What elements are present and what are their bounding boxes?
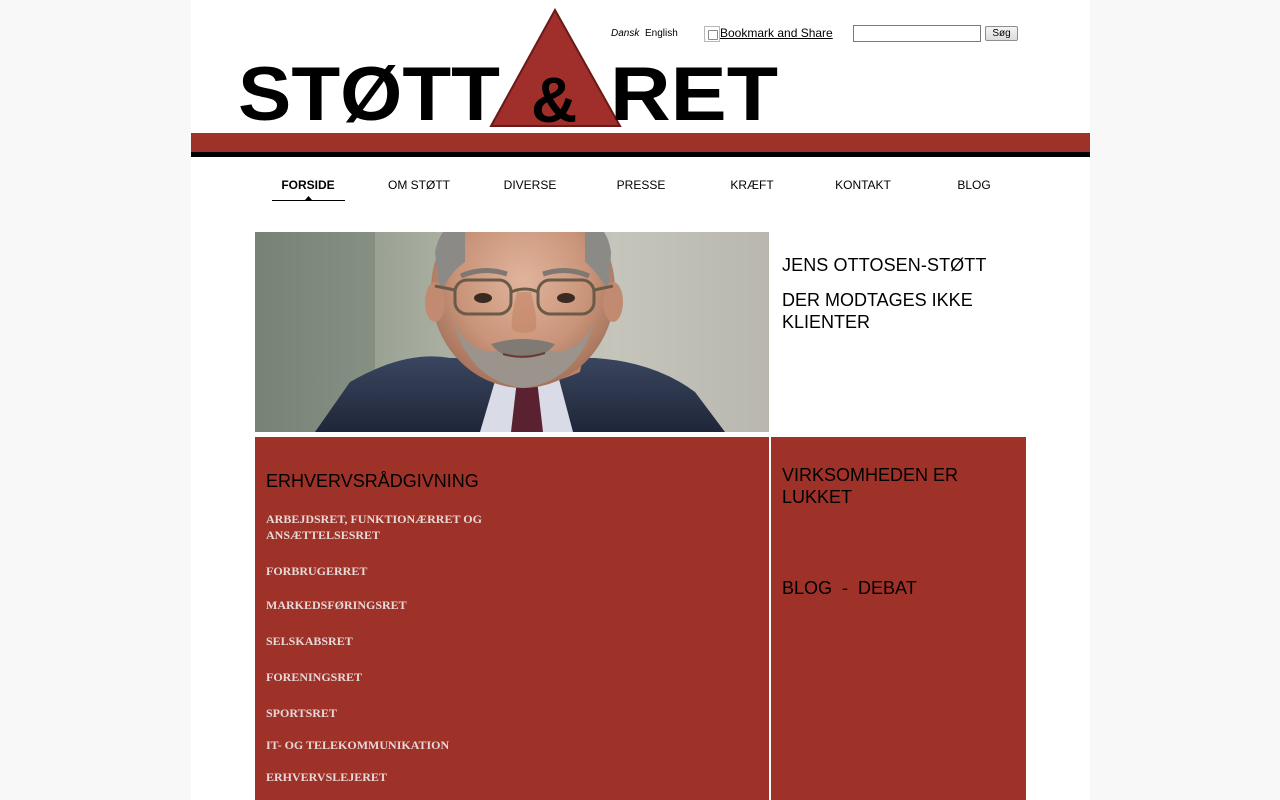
logo-ampersand: & (531, 64, 578, 130)
person-name: JENS OTTOSEN-STØTT (782, 255, 987, 275)
business-closed-heading: VIRKSOMHEDEN ER LUKKET (782, 465, 959, 507)
header-black-band (191, 152, 1090, 157)
services-panel (255, 437, 769, 800)
nav-item-blog[interactable]: BLOG (957, 178, 991, 192)
language-english-link[interactable]: English (645, 28, 678, 39)
active-nav-indicator (272, 196, 345, 201)
search-input[interactable] (853, 25, 981, 42)
logo-left-text: STØTT (238, 52, 500, 130)
nav-item-diverse[interactable]: DIVERSE (503, 178, 557, 192)
logo-right-text: RET (610, 52, 778, 130)
nav-item-om-stott[interactable]: OM STØTT (388, 178, 450, 192)
nav-item-forside[interactable]: FORSIDE (281, 178, 335, 192)
sidebar-panel (771, 437, 1026, 800)
broken-image-icon (704, 26, 720, 42)
search-button[interactable]: Søg (985, 26, 1018, 41)
services-heading: ERHVERVSRÅDGIVNING (266, 471, 479, 491)
nav-item-presse[interactable]: PRESSE (616, 178, 666, 192)
header-red-band (191, 133, 1090, 152)
service-link-it-telekommunikation[interactable]: IT- OG TELEKOMMUNIKATION (266, 738, 450, 752)
service-link-arbejdsret[interactable]: ARBEJDSRET, FUNKTIONÆRRET OG ANSÆTTELSESRET (266, 512, 482, 542)
page-container (191, 0, 1090, 800)
nav-item-kontakt[interactable]: KONTAKT (835, 178, 891, 192)
stott-ret-logo[interactable] (238, 8, 783, 130)
portrait-photo (255, 232, 769, 432)
blog-debat-link[interactable]: BLOG - DEBAT (782, 578, 917, 598)
service-link-selskabsret[interactable]: SELSKABSRET (266, 634, 353, 648)
language-danish-link[interactable]: Dansk (611, 28, 640, 39)
client-notice: DER MODTAGES IKKE KLIENTER (782, 290, 973, 332)
service-link-markedsforingsret[interactable]: MARKEDSFØRINGSRET (266, 598, 407, 612)
service-link-erhvervslejeret[interactable]: ERHVERVSLEJERET (266, 770, 387, 784)
nav-item-kraeft[interactable]: KRÆFT (730, 178, 774, 192)
hero-text-block (782, 255, 1012, 333)
service-link-sportsret[interactable]: SPORTSRET (266, 706, 337, 720)
bookmark-share-label: Bookmark and Share (720, 26, 833, 40)
service-link-foreningsret[interactable]: FORENINGSRET (266, 670, 363, 684)
bookmark-share-link[interactable] (704, 26, 833, 42)
main-nav (253, 170, 1045, 210)
service-link-forbrugerret[interactable]: FORBRUGERRET (266, 564, 368, 578)
